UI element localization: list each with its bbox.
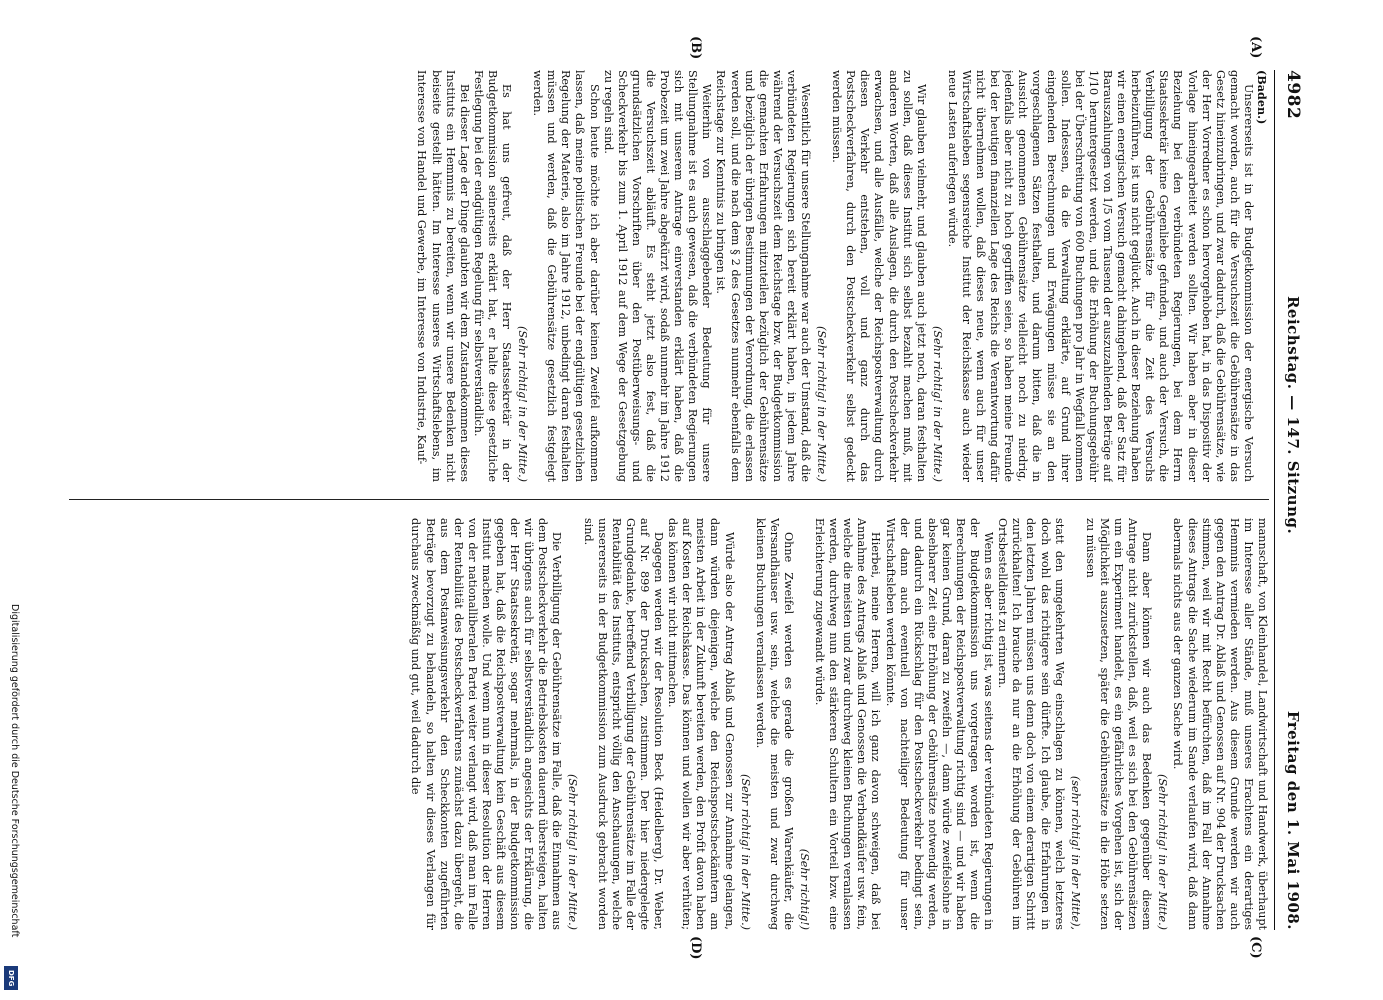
digitization-credit-text: Digitalisierung gefördert durch die Deutsche Forschungsgemeinschaft (9, 604, 20, 938)
margin-mark-b: (B) (688, 36, 703, 60)
interjection: (Sehr richtig! in der Mitte.) (815, 325, 829, 482)
right-column (69, 518, 1269, 930)
paragraph: Dann aber können wir auch das Bedenken gegenüber diesem Antrage nicht zurückstellen, daß, weil es sich bei den Gebührensätzen um ein Experiment handelt, es ein gefährliches Vorgehen ist, sich der Möglichkeit auszusetzen, später die Gebührensätze in die Höhe setzen zu müssen (1083, 518, 1154, 930)
interjection: (Sehr richtig! in der Mitte.) (1156, 773, 1170, 930)
page-number: 4982 (1283, 70, 1303, 120)
paragraph: Wenn es aber richtig ist, was seitens der verbündeten Regierungen in der Budgetkommission uns vorgetragen worden ist, wenn die Berechnungen der Reichspostverwaltung richtig sind — und wir haben gar keinen Grund, daran zu zweifeln —, dann würde zweifelsohne in absehbarer Zeit eine Erhöhung der Gebührensätze notwendig werden, und dadurch ein Rückschlag für den Postscheckverkehr bedingt sein, der dann auch eventuell von nachteiliger Bedeutung für unser Wirtschaftsleben werden könnte. (883, 518, 996, 930)
interjection: (Sehr richtig! in der Mitte.) (738, 773, 752, 930)
paragraph: Weiterhin von ausschlaggebender Bedeutung für unsere Stellungnahme ist es auch gewesen, daß die verbündeten Regierungen sich mit unserem Antrage einverstanden erklärt haben, daß die Probezeit um zwei Jahre abgekürzt wird, sodaß nunmehr im Jahre 1912 die Versuchszeit abläuft. Es steht jetzt also fest, daß die grundsätzlichen Vorschriften über den Postüberweisungs- und Scheckverkehr bis zum 1. April 1912 auf dem Wege der Gesetzgebung zu regeln sind. (601, 70, 714, 482)
interjection: (Sehr richtig! in der Mitte.) (516, 325, 530, 482)
interjection: (Sehr richtig!) (798, 848, 811, 930)
paragraph: Ohne Zweifel werden es gerade die großen Warenkäufer, die Versandhäuser usw. sein, welche die meisten und zwar durchweg kleinen Buchungen veranlassen werden. (753, 518, 795, 930)
margin-mark-d: (D) (688, 936, 703, 960)
column-divider (69, 499, 1269, 500)
margin-mark-c: (C) (1248, 936, 1263, 959)
paragraph: Wir glauben vielmehr, und glauben auch jetzt noch, daran festhalten zu sollen, daß dieses Institut sich selbst bezahlt machen muß, mit anderen Worten, daß alle Auslagen, die durch den Postscheckverkehr erwachsen, und alle Ausfälle, welche der Reichspostverwaltung durch diesen Verkehr entstehen, voll und ganz durch das Postscheckverfahren, durch den Postscheckverkehr selbst gedeckt werden müssen. (830, 70, 928, 482)
paragraph: Schon heute möchte ich aber darüber keinen Zweifel aufkommen lassen, daß meine politischen Freunde bei der endgültigen gesetzlichen Regelung der Materie, also im Jahre 1912, unbedingt daran festhalten müssen und werden, daß die Gebührensätze gesetzlich festgelegt werden. (531, 70, 601, 482)
interjection: (Sehr richtig! in der Mitte.) (930, 325, 944, 482)
page-title: Reichstag. — 147. Sitzung. (1284, 295, 1302, 535)
paragraph: mannschaft, von Kleinhandel, Landwirtschaft und Handwerk, überhaupt im Interesse aller Stände, muß unseres Erachtens ein derartiges Hemmnis vermieden werden. Aus diesem Grunde werden wir auch gegen den Antrag Dr. Ablaß und Genossen auf Nr. 904 der Drucksachen stimmen, weil wir mit Recht befürchten, daß im Fall der Annahme dieses Antrags die Sache wiederum im Sande verlaufen wird, daß dann abermals nichts aus der ganzen Sache wird. (1171, 518, 1269, 930)
paragraph: Hierbei, meine Herren, will ich ganz davon schweigen, daß bei Annahme des Antrags Ablaß und Genossen die Verbandkäufer usw. fein, welche die meisten und zwar durchweg kleinen Buchungen veranlassen werden, durchweg nun den stärkeren Schultern ein Vorteil bzw. eine Erleichterung zugewandt würde. (813, 518, 883, 930)
paragraph: Wesentlich für unsere Stellungnahme war auch der Umstand, daß die verbündeten Regierungen sich bereit erklärt haben, in jedem Jahre während der Versuchszeit dem Reichstage bzw. der Budgetkommission die gemachten Erfahrungen mitzuteilen bezüglich der Gebührensätze und bezüglich der übrigen Bestimmungen der Verordnung, die erlassen werden soll, und die nach dem § 2 des Gesetzes nunmehr ebenfalls dem Reichstage zur Kenntnis zu bringen ist. (714, 70, 812, 482)
digitization-credit (8, 604, 24, 994)
paragraph: Dagegen werden wir der Resolution Beck (Heidelberg), Dr. Weber, auf Nr. 899 der Drucksachen, zustimmen. Der hier niedergelegte Grundgedanke, betreffend Verbilligung der Gebührensätze im Falle der Rentabilität des Instituts, entspricht völlig den Anschauungen, welche unsererseits in der Budgetkommission zum Ausdruck gebracht worden sind. (581, 518, 666, 930)
page-header (1274, 70, 1303, 930)
interjection: (Sehr richtig! in der Mitte.) (566, 773, 580, 930)
speaker-tag: (Baden.) (1255, 70, 1269, 125)
left-column (69, 70, 1269, 482)
paragraph: Bei dieser Lage der Dinge glaubten wir dem Zustandekommen dieses Instituts ein Hemmnis zu bereiten, wenn wir unsere Bedenken nicht beiseite gestellt hätten. Im Interesse unseres Wirtschaftslebens, im Interesse von Handel und Gewerbe, im Interesse von Industrie, Kauf- (415, 70, 471, 482)
margin-mark-a: (A) (1248, 36, 1263, 59)
interjection: (sehr richtig! in der Mitte), (1068, 775, 1082, 930)
page-content (63, 36, 1303, 960)
dfg-logo: DFG (4, 966, 18, 990)
paragraph: Es hat uns gefreut, daß der Herr Staatssekretär in der Budgetkommission seinerseits erklärt hat, er halte diese gesetzliche Festlegung bei der endgültigen Regelung für selbstverständlich. (471, 70, 514, 482)
paragraph: Würde also der Antrag Ablaß und Genossen zur Annahme gelangen, dann würden diejenigen, welche den Reichspostscheckämtern am meisten Arbeit in der Zukunft bereiten werden, den Profit davon haben auf Kosten der Reichskasse. Das können und wollen wir aber verhüten; das können wir nicht mitmachen. (666, 518, 736, 930)
session-date: Freitag den 1. Mai 1908. (1284, 710, 1302, 930)
paragraph: statt den umgekehrten Weg einschlagen zu können, welch letzteres doch wohl das richtigere sein dürfte. Ich glaube, die Erfahrungen in den letzten Jahren müssen uns denn doch von einem derartigen Schritt zurückhalten! Ich brauche da nur an die Erhöhung der Gebühren im Ortsbestelldienst zu erinnern. (996, 518, 1066, 930)
paragraph: Unsererseits ist in der Budgetkommission der energische Versuch gemacht worden, auch für die Versuchszeit die Gebührensätze in das Gesetz hineinzubringen, und zwar dadurch, daß die Gebührensätze, wie der Herr Vorredner es schon hervorgehoben hat, in das Dispositiv der Vorlage hineingearbeitet werden sollten. Wir haben aber in dieser Beziehung bei den verbündeten Regierungen, bei dem Herrn Staatssekretär keine Gegenliebe gefunden, und auch der Versuch, die Verbilligung der Gebührensätze für die Zeit des Versuchs herbeizuführen, ist uns nicht geglückt. Auch in dieser Beziehung haben wir einen energischen Versuch gemacht dahingehend, daß der Satz für Barauszahlungen von 1/5 vom Tausend der auszuzahlenden Beträge auf 1/10 heruntergesetzt werden, und die Erhöhung der Buchungsgebühr bei der Überschreitung von 600 Buchungen pro Jahr in Wegfall kommen sollen. Indessen, da die Verwaltung erklärte, auf Grund ihrer eingehenden Berechnungen und Erwägungen müsse sie an den vorgeschlagenen Sätzen festhalten, und darum bitten, daß die in Aussicht genommenen Gebührensätze vielleicht noch zu niedrig, jedenfalls aber nicht zu hoch gegriffen seien, so haben meine Freunde bei der heutigen finanziellen Lage des Reichs die Verantwortung dafür nicht übernehmen wollen, daß dieses neue, wenn auch für unser Wirtschaftsleben segensreiche Institut der Reichskasse auch wieder neue Lasten auferlegen würde. (945, 70, 1255, 482)
paragraph: Die Verbilligung der Gebührensätze im Falle, daß die Einnahmen aus dem Postscheckverkehr die Betriebskosten dauernd übersteigen, halten wir übrigens auch für selbstverständlich angesichts der Erklärung, die der Herr Staatssekretär, sogar mehrmals, in der Budgetkommission gegeben hat, daß die Reichspostverwaltung kein Geschäft aus diesem Institut machen wolle. Und wenn nun in dieser Resolution der Herren von der nationalliberalen Partei weiter verlangt wird, daß man im Falle der Rentabilität des Postscheckverfahrens zunächst dazu übergeht, die aus dem Postanweisungsverkehr den Scheckkonten zugeführten Beträge bevorzugt zu behandeln, so halten wir dieses Verlangen für durchaus zweckmäßig und gut, weil dadurch die (409, 518, 564, 930)
